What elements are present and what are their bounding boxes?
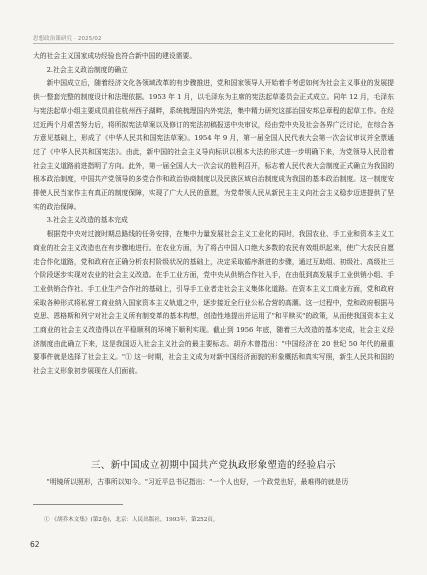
paragraph-continuation: 大的社会主义国家成功经验也符合新中国的建设需要。: [33, 52, 197, 60]
page-number: 62: [30, 540, 40, 549]
section-heading: 三、新中国成立初期中国共产党执政形象塑造的经验启示: [90, 460, 336, 471]
footnote-divider: [33, 504, 123, 505]
subheading-political-system: 2.社会主义政治制度的确立: [46, 65, 128, 74]
header-divider: [33, 43, 394, 44]
body-text: [33, 50, 394, 379]
paragraph-socialist-transformation: 根据党中央对过渡时期总路线的任务安排，在集中力量发展社会主义工业化的同时，我国农业、手工业和资本主义工商业的社会主义改造也在有步骤地进行。在农业方面，为了将占中国人口绝大多数的农民有效组织起来，使广大农民自愿走合作化道路，党和政府在正确分析农村阶级状况的基础上，决定采取循序渐进的步骤，通过互助组、初级社、高级社三个阶段逐步实现对农业的社会主义改造。在手工业方面，党中央从供销合作社入手，在由低到高发展手工业供销小组、手工业供销合作社、手工业生产合作社的基础上，引导手工业者走社会主义集体化道路。在资本主义工商业方面，党和政府采取各种形式将私营工商业纳入国家资本主义轨道之中，逐步接近全行业公私合营的高潮。这一过程中，党和政府根据马克思、恩格斯和列宁对社会主义所有制变革的基本构想，创造性地提出并运用了"和平赎买"的政策，从而使我国资本主义工商业的社会主义改造得以在平稳顺利的环境下顺利实现。截止到 1956 年底，随着三大改造的基本完成，社会主义经济制度由此确立下来，这是我国迈入社会主义社会的最主要标志。胡乔木曾指出："中国经济在 20 世纪 50 年代的最重要事件就是选择了社会主义。"① 这一时期，社会主义成为对新中国经济面貌的形象概括和真实写照，新生人民共和国的社会主义形象初步展现在人们面前。: [33, 230, 394, 376]
footnote: ① 《胡乔木文集》(第2卷)，北京：人民出版社，1993年，第252页。: [44, 517, 219, 523]
section-lead-paragraph: "明镜所以照形，古事所以知今。"习近平总书记指出："一个人也好，一个政党也好，最难得的就是历: [46, 478, 349, 486]
running-header: 思想政治课研究 · 2025/02: [33, 36, 102, 42]
subheading-socialist-transformation: 3.社会主义改造的基本完成: [46, 216, 128, 225]
paragraph-political-system: 新中国成立后，随着经济文化各领域改革的有步骤推进，党和国家领导人开始着手考虑如何为社会主义事业的发展提供一整套完整的制度设计和法理依据。1953 年 1 月，以毛泽东为主席的宪法起草委员会正式成立。同年 12 月，毛泽东与宪法起草小组主要成员前往杭州西子湖畔，系统梳理国内外宪法，集中精力研究这部治国安邦总章程的起草工作。在经过近两个月艰苦努力后，将所拟宪法草案以及修订的宪法初稿报送中央审议，经由党中央及社会各界广泛讨论，在综合各方意见基础上，形成了《中华人民共和国宪法草案》。1954 年 9 月，第一届全国人民代表大会第一次会议审议并全票通过了《中华人民共和国宪法》。由此，新中国的社会主义导向标识以根本大法的形式进一步明确下来，为党领导人民沿着社会主义道路前进指明了方向。此外，第一届全国人大一次会议的胜利召开，标志着人民代表大会制度正式确立为我国的根本政治制度，中国共产党领导的多党合作和政治协商制度以及民族区域自治制度成为我国的基本政治制度。这一制度安排使人民当家作主有真正的制度保障，实现了广大人民的意愿，为党带领人民从新民主主义向社会主义稳步迈进提供了坚实的政治保障。: [33, 79, 394, 211]
